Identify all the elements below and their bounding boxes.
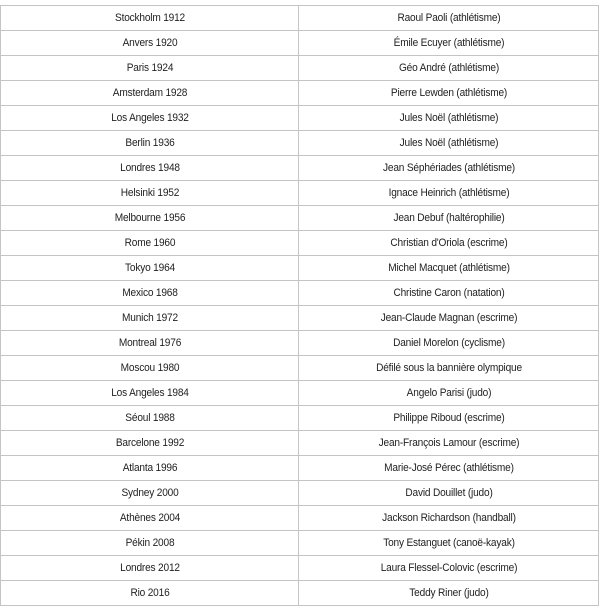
games-text: Athènes 2004	[119, 512, 180, 524]
flag-bearer-cell	[311, 581, 587, 606]
flag-bearer-text: Émile Ecuyer (athlétisme)	[393, 37, 504, 49]
flag-bearer-text: Géo André (athlétisme)	[398, 62, 499, 74]
flag-bearer-text: Philippe Riboud (escrime)	[392, 412, 505, 424]
flag-bearer-cell	[311, 256, 587, 281]
games-text: Anvers 1920	[122, 37, 177, 49]
games-text: Stockholm 1912	[114, 12, 185, 24]
flag-bearer-text: Jean Séphériades (athlétisme)	[382, 162, 515, 174]
flag-bearer-cell	[311, 156, 587, 181]
games-cell	[12, 256, 286, 281]
table-row	[1, 581, 599, 606]
table-row	[1, 6, 599, 31]
games-cell	[12, 456, 286, 481]
table-row	[1, 31, 599, 56]
table-row	[1, 556, 599, 581]
table-row	[1, 506, 599, 531]
flag-bearer-cell	[311, 506, 587, 531]
flag-bearer-cell	[311, 131, 587, 156]
flag-bearer-text: Tony Estanguet (canoë-kayak)	[382, 537, 515, 549]
table-row	[1, 181, 599, 206]
games-cell	[12, 356, 286, 381]
flag-bearers-table-container	[0, 5, 598, 606]
games-text: Melbourne 1956	[114, 212, 185, 224]
games-cell	[12, 306, 286, 331]
flag-bearer-cell	[311, 56, 587, 81]
flag-bearer-text: Christine Caron (natation)	[392, 287, 505, 299]
flag-bearer-cell	[311, 106, 587, 131]
table-row	[1, 306, 599, 331]
games-text: Rome 1960	[124, 237, 175, 249]
flag-bearer-cell	[311, 231, 587, 256]
flag-bearer-text: Jean-Claude Magnan (escrime)	[380, 312, 517, 324]
flag-bearer-cell	[311, 81, 587, 106]
flag-bearer-text: Jules Noël (athlétisme)	[399, 137, 498, 149]
flag-bearers-table	[0, 5, 599, 606]
table-row	[1, 256, 599, 281]
games-cell	[12, 406, 286, 431]
games-cell	[12, 206, 286, 231]
games-cell	[12, 331, 286, 356]
flag-bearer-cell	[311, 31, 587, 56]
table-body	[1, 6, 599, 606]
games-cell	[12, 431, 286, 456]
table-row	[1, 431, 599, 456]
games-cell	[12, 131, 286, 156]
games-text: Moscou 1980	[120, 362, 179, 374]
games-cell	[12, 81, 286, 106]
table-row	[1, 56, 599, 81]
flag-bearer-text: David Douillet (judo)	[404, 487, 493, 499]
flag-bearer-text: Jackson Richardson (handball)	[381, 512, 516, 524]
games-text: Montreal 1976	[118, 337, 181, 349]
games-text: Helsinki 1952	[120, 187, 179, 199]
table-row	[1, 481, 599, 506]
flag-bearer-text: Laura Flessel-Colovic (escrime)	[380, 562, 517, 574]
table-row	[1, 381, 599, 406]
games-text: Amsterdam 1928	[112, 87, 187, 99]
flag-bearer-cell	[311, 381, 587, 406]
games-text: Munich 1972	[121, 312, 178, 324]
flag-bearer-text: Jules Noël (athlétisme)	[399, 112, 498, 124]
flag-bearer-cell	[311, 481, 587, 506]
flag-bearer-text: Ignace Heinrich (athlétisme)	[388, 187, 509, 199]
flag-bearer-cell	[311, 356, 587, 381]
games-cell	[12, 156, 286, 181]
table-row	[1, 81, 599, 106]
flag-bearer-cell	[311, 531, 587, 556]
games-text: Los Angeles 1984	[110, 387, 189, 399]
games-cell	[12, 281, 286, 306]
table-row	[1, 356, 599, 381]
games-text: Tokyo 1964	[124, 262, 175, 274]
games-cell	[12, 106, 286, 131]
games-cell	[12, 556, 286, 581]
flag-bearer-cell	[311, 431, 587, 456]
games-text: Barcelone 1992	[115, 437, 184, 449]
games-cell	[12, 181, 286, 206]
flag-bearer-text: Défilé sous la bannière olympique	[375, 362, 522, 374]
games-cell	[12, 381, 286, 406]
flag-bearer-text: Jean-François Lamour (escrime)	[378, 437, 519, 449]
games-text: Séoul 1988	[124, 412, 175, 424]
flag-bearer-text: Raoul Paoli (athlétisme)	[396, 12, 501, 24]
flag-bearer-cell	[311, 6, 587, 31]
games-text: Atlanta 1996	[122, 462, 177, 474]
games-cell	[12, 581, 286, 606]
flag-bearer-cell	[311, 456, 587, 481]
table-row	[1, 531, 599, 556]
games-cell	[12, 531, 286, 556]
games-text: Rio 2016	[129, 587, 170, 599]
games-text: Mexico 1968	[121, 287, 178, 299]
flag-bearer-text: Daniel Morelon (cyclisme)	[392, 337, 505, 349]
games-text: Berlin 1936	[124, 137, 175, 149]
table-row	[1, 206, 599, 231]
flag-bearer-text: Angelo Parisi (judo)	[406, 387, 491, 399]
games-text: Los Angeles 1932	[110, 112, 189, 124]
table-row	[1, 106, 599, 131]
flag-bearer-text: Christian d'Oriola (escrime)	[389, 237, 508, 249]
flag-bearer-text: Marie-José Pérec (athlétisme)	[383, 462, 514, 474]
flag-bearer-cell	[311, 206, 587, 231]
flag-bearer-cell	[311, 556, 587, 581]
table-row	[1, 456, 599, 481]
table-row	[1, 156, 599, 181]
table-row	[1, 131, 599, 156]
flag-bearer-cell	[311, 406, 587, 431]
flag-bearer-cell	[311, 331, 587, 356]
games-cell	[12, 481, 286, 506]
flag-bearer-text: Teddy Riner (judo)	[408, 587, 489, 599]
games-text: Paris 1924	[126, 62, 173, 74]
flag-bearer-cell	[311, 281, 587, 306]
games-cell	[12, 231, 286, 256]
table-row	[1, 231, 599, 256]
games-cell	[12, 6, 286, 31]
flag-bearer-text: Michel Macquet (athlétisme)	[387, 262, 510, 274]
flag-bearer-cell	[311, 306, 587, 331]
games-cell	[12, 56, 286, 81]
games-text: Londres 1948	[119, 162, 180, 174]
flag-bearer-cell	[311, 181, 587, 206]
games-text: Pékin 2008	[125, 537, 174, 549]
table-row	[1, 406, 599, 431]
flag-bearer-text: Jean Debuf (haltérophilie)	[392, 212, 505, 224]
table-row	[1, 281, 599, 306]
flag-bearer-text: Pierre Lewden (athlétisme)	[390, 87, 507, 99]
games-cell	[12, 31, 286, 56]
table-row	[1, 331, 599, 356]
games-text: Londres 2012	[119, 562, 180, 574]
games-text: Sydney 2000	[120, 487, 179, 499]
games-cell	[12, 506, 286, 531]
